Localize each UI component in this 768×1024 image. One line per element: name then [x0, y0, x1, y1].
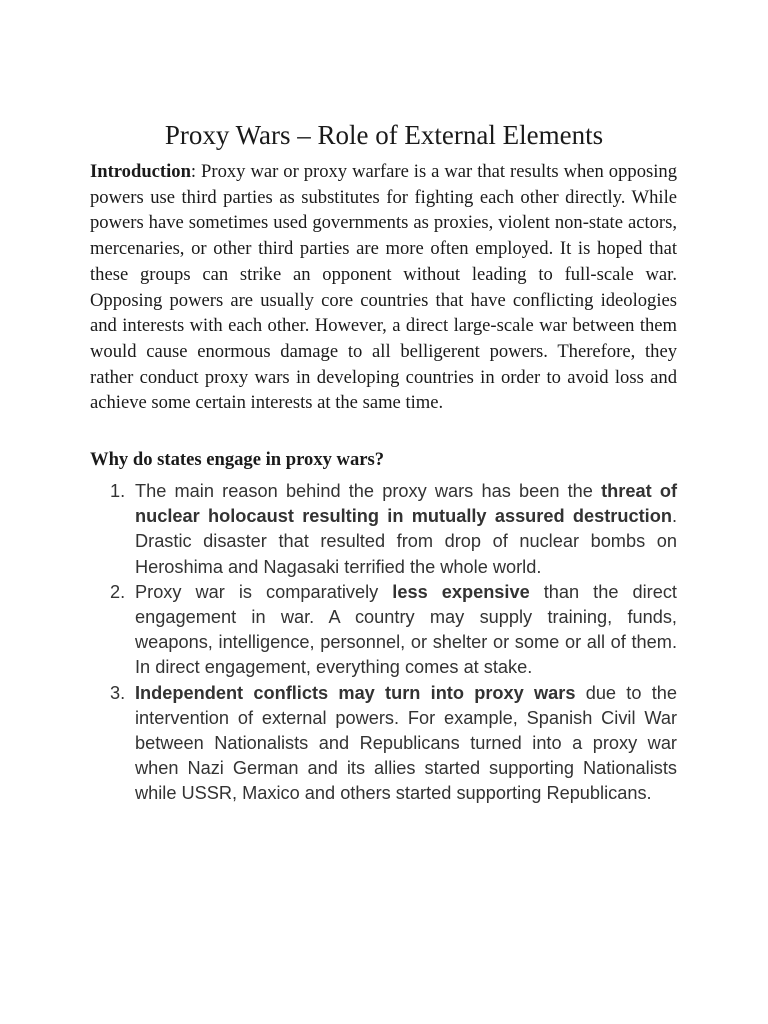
- document-title: Proxy Wars – Role of External Elements: [164, 120, 604, 150]
- list-item-text: due to the intervention of external powers. For example, Spanish Civil War between Nationalists and Republicans turned into a proxy war when Nazi German and its allies started supporting Nationalists while USSR, Maxico and others started supporting Republicans.: [135, 682, 677, 804]
- section-heading: Why do states engage in proxy wars?: [90, 449, 385, 470]
- list-item-emphasis: threat of nuclear holocaust resulting in mutually assured destruction: [135, 481, 677, 527]
- list-item-number: 1.: [110, 481, 126, 501]
- list-item-text: . Drastic disaster that resulted from drop of nuclear bombs on Heroshima and Nagasaki terrified the whole world.: [135, 506, 677, 577]
- list-item-text: The main reason behind the proxy wars has been the: [135, 481, 602, 501]
- introduction-label: Introduction: [90, 161, 191, 182]
- list-item-number: 2.: [110, 581, 126, 602]
- list-item-emphasis: less expensive: [392, 581, 530, 602]
- introduction-text: : Proxy war or proxy warfare is a war that results when opposing powers use third parties as substitutes for fighting each other directly. While powers have sometimes used governments as proxies, violent non-state actors, mercenaries, or other third parties are more often employed. It is hoped that these groups can strike an opponent without leading to full-scale war. Opposing powers are usually core countries that have conflicting ideologies and interests with each other. However, a direct large-scale war between them would cause enormous damage to all belligerent powers. Therefore, they rather conduct proxy wars in developing countries in order to avoid loss and achieve some certain interests at the same time.: [90, 161, 677, 414]
- list-item: [90, 681, 677, 807]
- list-item-text: Proxy war is comparatively: [135, 581, 393, 602]
- list-item-emphasis: Independent conflicts may turn into proxy wars: [135, 682, 576, 703]
- list-item-text: than the direct engagement in war. A country may supply training, funds, weapons, intelligence, personnel, or shelter or some or all of them. In direct engagement, everything comes at stake.: [135, 581, 677, 678]
- reasons-list: [90, 479, 677, 807]
- list-item: [90, 479, 677, 580]
- list-item: [90, 580, 677, 681]
- list-item-number: 3.: [110, 682, 126, 703]
- introduction-paragraph: [90, 159, 677, 416]
